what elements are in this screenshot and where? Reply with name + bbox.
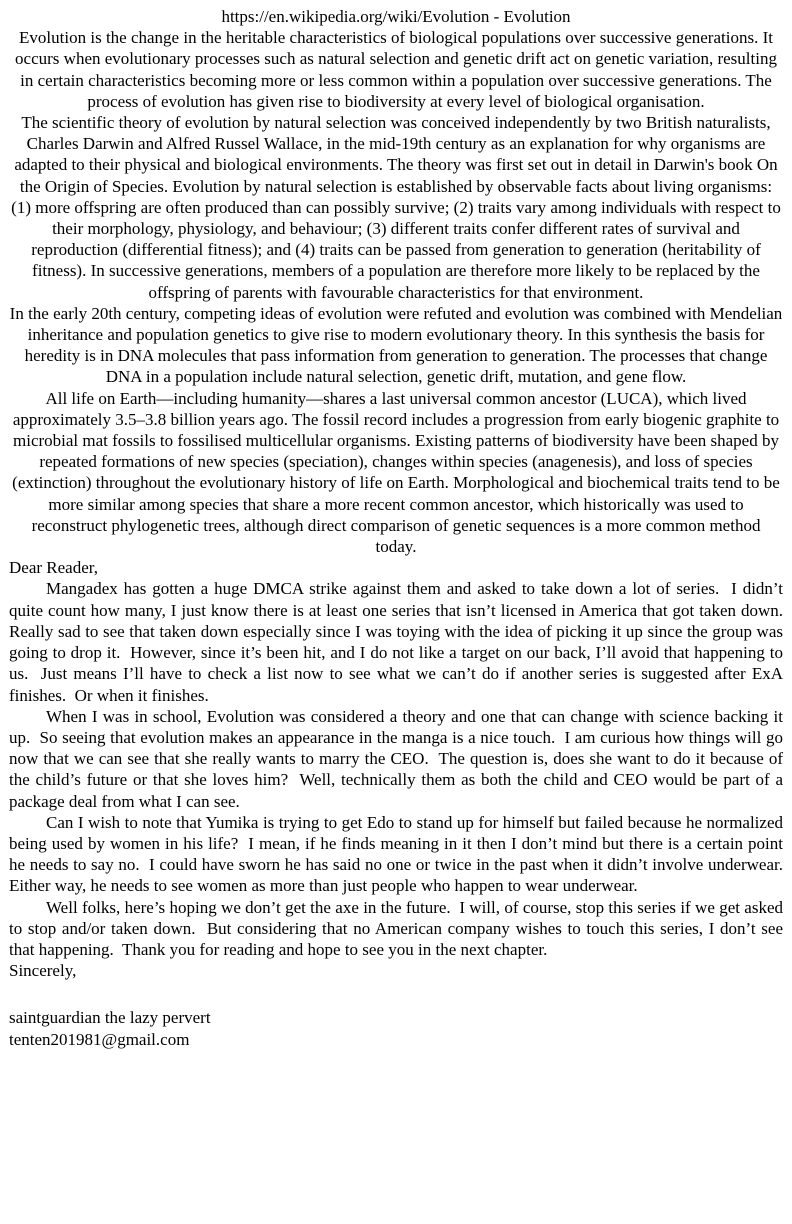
wiki-paragraph-3: In the early 20th century, competing ideas of evolution were refuted and evolution was combined with Mendelian inheritance and population genetics to give rise to modern evolutionary theory. In this synthesis the basis for heredity is in DNA molecules that pass information from generation to generation. The processes that change DNA in a population include natural selection, genetic drift, mutation, and gene flow. xyxy=(9,303,783,387)
translator-letter xyxy=(9,557,792,1049)
letter-paragraph-3: Can I wish to note that Yumika is trying to get Edo to stand up for himself but failed because he normalized being used by women in his life? I mean, if he finds meaning in it then I don’t mind but there is a certain point he needs to say no. I could have sworn he has said no one or twice in the past when it didn’t involve underwear. Either way, he needs to see women as more than just people who happen to wear underwear. xyxy=(9,812,792,896)
wiki-paragraph-1: Evolution is the change in the heritable characteristics of biological populations over successive generations. It occurs when evolutionary processes such as natural selection and genetic drift act on genetic variation, resulting in certain characteristics becoming more or less common within a population over successive generations. The process of evolution has given rise to biodiversity at every level of biological organisation. xyxy=(15,28,777,111)
source-url: https://en.wikipedia.org/wiki/Evolution - Evolution xyxy=(221,7,571,26)
signature-name: saintguardian the lazy pervert xyxy=(9,1008,211,1028)
wikipedia-excerpt xyxy=(9,6,783,557)
letter-closing: Sincerely, xyxy=(9,961,77,981)
letter-salutation: Dear Reader, xyxy=(9,558,98,578)
letter-paragraph-4: Well folks, here’s hoping we don’t get the axe in the future. I will, of course, stop this series if we get asked to stop and/or taken down. But considering that no American company wishes to touch this series, I don’t see that happening. Thank you for reading and hope to see you in the next chapter. xyxy=(9,897,788,959)
letter-paragraph-1: Mangadex has gotten a huge DMCA strike against them and asked to take down a lot of series. I didn’t quite count how many, I just know there is at least one series that isn’t licensed in America that got taken down. Really sad to see that taken down especially since I was toying with the idea of picking it up since the group was going to drop it. However, since it’s been hit, and I do not like a target on our back, I’ll avoid that happening to us. Just means I’ll have to check a list now to see what we can’t do if another series is suggested after ExA finishes. Or when it finishes. xyxy=(9,579,792,705)
wiki-paragraph-2: The scientific theory of evolution by natural selection was conceived independently by two British naturalists, Charles Darwin and Alfred Russel Wallace, in the mid-19th century as an explanation for why organisms are adapted to their physical and biological environments. The theory was first set out in detail in Darwin's book On the Origin of Species. Evolution by natural selection is established by observable facts about living organisms: (1) more offspring are often produced than can possibly survive; (2) traits vary among individuals with respect to their morphology, physiology, and behaviour; (3) different traits confer different rates of survival and reproduction (differential fitness); and (4) traits can be passed from generation to generation (heritability of fitness). In successive generations, members of a population are therefore more likely to be replaced by the offspring of parents with favourable characteristics for that environment. xyxy=(11,113,781,302)
signature-block xyxy=(9,1007,783,1049)
wiki-paragraph-4: All life on Earth—including humanity—shares a last universal common ancestor (LUCA), which lived approximately 3.5–3.8 billion years ago. The fossil record includes a progression from early biogenic graphite to microbial mat fossils to fossilised multicellular organisms. Existing patterns of biodiversity have been shaped by repeated formations of new species (speciation), changes within species (anagenesis), and loss of species (extinction) throughout the evolutionary history of life on Earth. Morphological and biochemical traits tend to be more similar among species that share a more recent common ancestor, which historically was used to reconstruct phylogenetic trees, although direct comparison of genetic sequences is a more common method today. xyxy=(12,388,780,557)
signature-email: tenten201981@gmail.com xyxy=(9,1029,190,1049)
letter-paragraph-2: When I was in school, Evolution was considered a theory and one that can change with science backing it up. So seeing that evolution makes an appearance in the manga is a nice touch. I am curious how things will go now that we can see that she really wants to marry the CEO. The question is, does she want to do it because of the child’s future or that she loves him? Well, technically them as both the child and CEO would be part of a package deal from what I can see. xyxy=(9,706,788,811)
